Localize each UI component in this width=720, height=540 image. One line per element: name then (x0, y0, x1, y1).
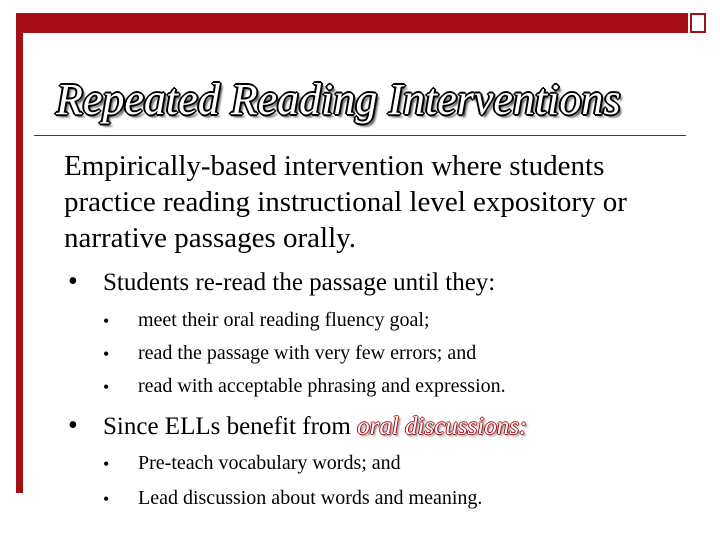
top-accent-bar (16, 13, 688, 33)
sub-bullet-icon: • (103, 344, 110, 364)
section2-heading (103, 414, 527, 439)
section2-heading-prefix: Since ELLs benefit from (103, 413, 358, 440)
section1-heading: Students re-read the passage until they: (103, 269, 496, 296)
section2-item: Lead discussion about words and meaning. (138, 487, 483, 509)
sub-bullet-icon: • (103, 311, 110, 331)
left-accent-bar (16, 13, 23, 493)
sub-bullet-icon: • (103, 377, 110, 397)
bullet-icon: • (68, 410, 78, 441)
section2-heading-emphasis: oral discussions: (357, 413, 528, 440)
section1-item: meet their oral reading fluency goal; (138, 309, 430, 331)
corner-accent-box (690, 13, 706, 33)
section2-item: Pre-teach vocabulary words; and (138, 452, 401, 474)
bullet-icon: • (68, 266, 78, 297)
section1-item: read with acceptable phrasing and expression. (138, 375, 506, 397)
sub-bullet-icon: • (103, 454, 110, 474)
sub-bullet-icon: • (103, 489, 110, 509)
intro-paragraph: Empirically-based intervention where students practice reading instructional level expository or narrative passages orally. (64, 150, 627, 254)
section1-item: read the passage with very few errors; and (138, 342, 477, 364)
title-divider (34, 135, 686, 136)
slide-title: Repeated Reading Interventions (56, 75, 621, 124)
